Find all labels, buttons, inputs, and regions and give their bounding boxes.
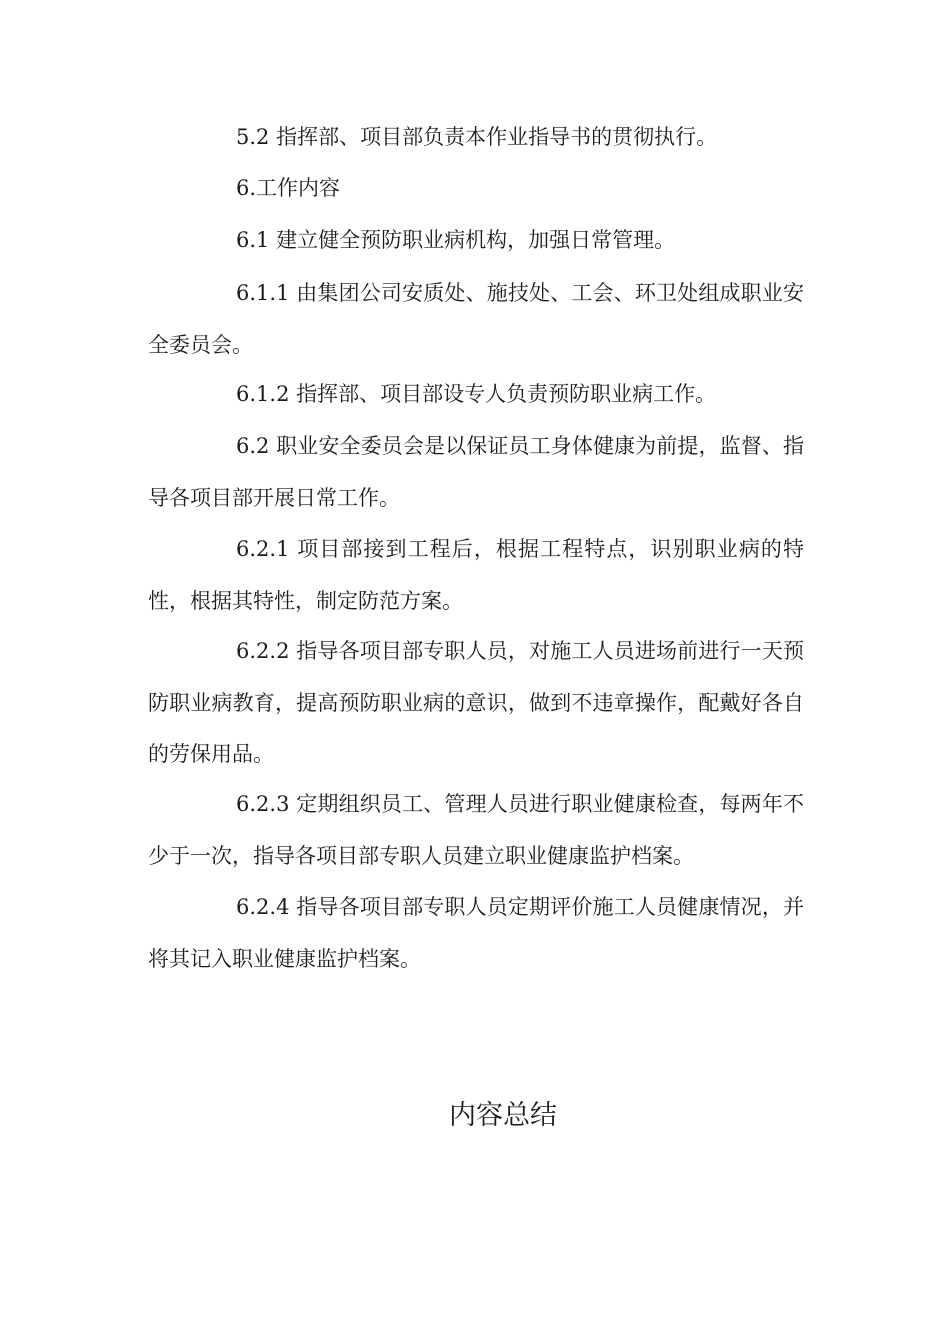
- paragraph-6-1-2: 6.1.2 指挥部、项目部设专人负责预防职业病工作。: [236, 382, 717, 406]
- paragraph-6-1: 6.1 建立健全预防职业病机构，加强日常管理。: [236, 228, 676, 252]
- paragraph-5-2: 5.2 指挥部、项目部负责本作业指导书的贯彻执行。: [236, 125, 718, 149]
- paragraph-6-2: 6.2 职业安全委员会是以保证员工身体健康为前提，监督、指导各项目部开展日常工作。: [148, 434, 804, 510]
- summary-title: 内容总结: [449, 1100, 557, 1131]
- paragraph-6-1-1: 6.1.1 由集团公司安质处、施技处、工会、环卫处组成职业安全委员会。: [148, 281, 804, 357]
- paragraph-6-2-3: 6.2.3 定期组织员工、管理人员进行职业健康检查，每两年不少于一次，指导各项目部专职人员建立职业健康监护档案。: [148, 792, 804, 868]
- paragraph-6-2-4: 6.2.4 指导各项目部专职人员定期评价施工人员健康情况，并将其记入职业健康监护档案。: [148, 895, 804, 971]
- paragraph-6-2-2: 6.2.2 指导各项目部专职人员，对施工人员进场前进行一天预防职业病教育，提高预防职业病的意识，做到不违章操作，配戴好各自的劳保用品。: [148, 639, 804, 766]
- paragraph-6-2-1: 6.2.1 项目部接到工程后，根据工程特点，识别职业病的特性，根据其特性，制定防范方案。: [148, 537, 804, 613]
- heading-work-content: 6.工作内容: [236, 176, 341, 200]
